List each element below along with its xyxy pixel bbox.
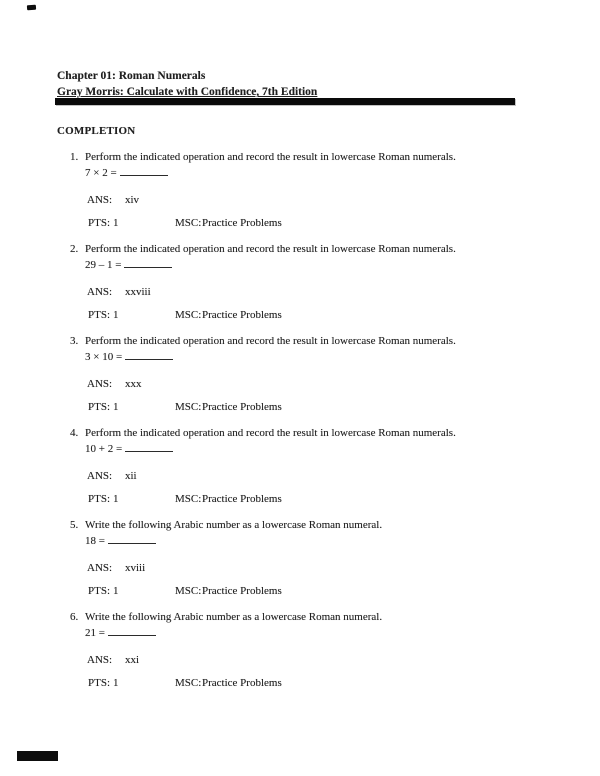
pts-value: 1 (113, 585, 119, 597)
answer-line (0, 653, 600, 668)
question-expression-line (0, 165, 600, 181)
answer-line (0, 377, 600, 392)
chapter-title: Chapter 01: Roman Numerals (57, 70, 206, 82)
question-prompt-line (0, 334, 600, 349)
msc-value: Practice Problems (202, 585, 282, 597)
question-expression: 10 + 2 = (85, 443, 123, 455)
answer-blank (124, 257, 172, 268)
meta-line (0, 400, 600, 415)
msc-value: Practice Problems (202, 309, 282, 321)
pts-value: 1 (113, 217, 119, 229)
answer-line (0, 469, 600, 484)
msc-label: MSC: (175, 677, 202, 689)
question-list (0, 150, 600, 702)
answer-line (0, 561, 600, 576)
question-number: 3. (70, 335, 79, 347)
section-heading: COMPLETION (57, 125, 136, 137)
question-prompt: Perform the indicated operation and record the result in lowercase Roman numerals. (85, 427, 456, 439)
msc-value: Practice Problems (202, 493, 282, 505)
meta-line (0, 216, 600, 231)
question-item-3 (0, 334, 600, 415)
msc-label: MSC: (175, 401, 202, 413)
answer-value: xxviii (125, 286, 151, 298)
pts-value: 1 (113, 493, 119, 505)
scan-artifact-bottom-left (17, 751, 58, 761)
pts-label: PTS: (88, 401, 111, 413)
question-item-5 (0, 518, 600, 599)
question-expression: 29 – 1 = (85, 259, 122, 271)
pts-label: PTS: (88, 309, 111, 321)
msc-value: Practice Problems (202, 677, 282, 689)
msc-label: MSC: (175, 585, 202, 597)
answer-value: xxx (125, 378, 142, 390)
answer-blank (125, 441, 173, 452)
question-expression-line (0, 533, 600, 549)
pts-label: PTS: (88, 585, 111, 597)
answer-blank (108, 625, 156, 636)
meta-line (0, 676, 600, 691)
question-item-4 (0, 426, 600, 507)
question-prompt: Perform the indicated operation and record the result in lowercase Roman numerals. (85, 243, 456, 255)
question-item-6 (0, 610, 600, 691)
question-item-2 (0, 242, 600, 323)
msc-label: MSC: (175, 309, 202, 321)
question-prompt: Perform the indicated operation and record the result in lowercase Roman numerals. (85, 151, 456, 163)
answer-line (0, 193, 600, 208)
pts-label: PTS: (88, 493, 111, 505)
msc-value: Practice Problems (202, 217, 282, 229)
document-header (57, 68, 317, 100)
answer-value: xiv (125, 194, 140, 206)
pts-label: PTS: (88, 677, 111, 689)
answer-blank (125, 349, 173, 360)
meta-line (0, 492, 600, 507)
question-number: 5. (70, 519, 79, 531)
ans-label: ANS: (87, 378, 113, 390)
ans-label: ANS: (87, 654, 113, 666)
answer-line (0, 285, 600, 300)
msc-label: MSC: (175, 493, 202, 505)
question-number: 6. (70, 611, 79, 623)
answer-value: xviii (125, 562, 146, 574)
question-prompt-line (0, 426, 600, 441)
pts-value: 1 (113, 677, 119, 689)
question-number: 4. (70, 427, 79, 439)
question-prompt-line (0, 242, 600, 257)
question-expression: 7 × 2 = (85, 167, 117, 179)
book-title: Gray Morris: Calculate with Confidence, 7th Edition (57, 86, 318, 98)
answer-value: xii (125, 470, 137, 482)
question-expression-line (0, 441, 600, 457)
pts-value: 1 (113, 309, 119, 321)
question-prompt-line (0, 518, 600, 533)
ans-label: ANS: (87, 562, 113, 574)
pts-label: PTS: (88, 217, 111, 229)
meta-line (0, 308, 600, 323)
question-expression: 3 × 10 = (85, 351, 123, 363)
ans-label: ANS: (87, 470, 113, 482)
question-item-1 (0, 150, 600, 231)
question-prompt: Write the following Arabic number as a lowercase Roman numeral. (85, 611, 383, 623)
question-prompt-line (0, 610, 600, 625)
answer-value: xxi (125, 654, 140, 666)
header-divider-rule (55, 98, 515, 105)
question-expression-line (0, 257, 600, 273)
scan-artifact-top-left (27, 5, 36, 11)
question-prompt: Perform the indicated operation and record the result in lowercase Roman numerals. (85, 335, 456, 347)
question-expression-line (0, 625, 600, 641)
answer-blank (108, 533, 156, 544)
ans-label: ANS: (87, 194, 113, 206)
question-number: 2. (70, 243, 79, 255)
msc-label: MSC: (175, 217, 202, 229)
pts-value: 1 (113, 401, 119, 413)
question-number: 1. (70, 151, 79, 163)
answer-blank (120, 165, 168, 176)
ans-label: ANS: (87, 286, 113, 298)
msc-value: Practice Problems (202, 401, 282, 413)
question-expression-line (0, 349, 600, 365)
question-expression: 18 = (85, 535, 105, 547)
question-expression: 21 = (85, 627, 105, 639)
question-prompt: Write the following Arabic number as a lowercase Roman numeral. (85, 519, 383, 531)
question-prompt-line (0, 150, 600, 165)
meta-line (0, 584, 600, 599)
